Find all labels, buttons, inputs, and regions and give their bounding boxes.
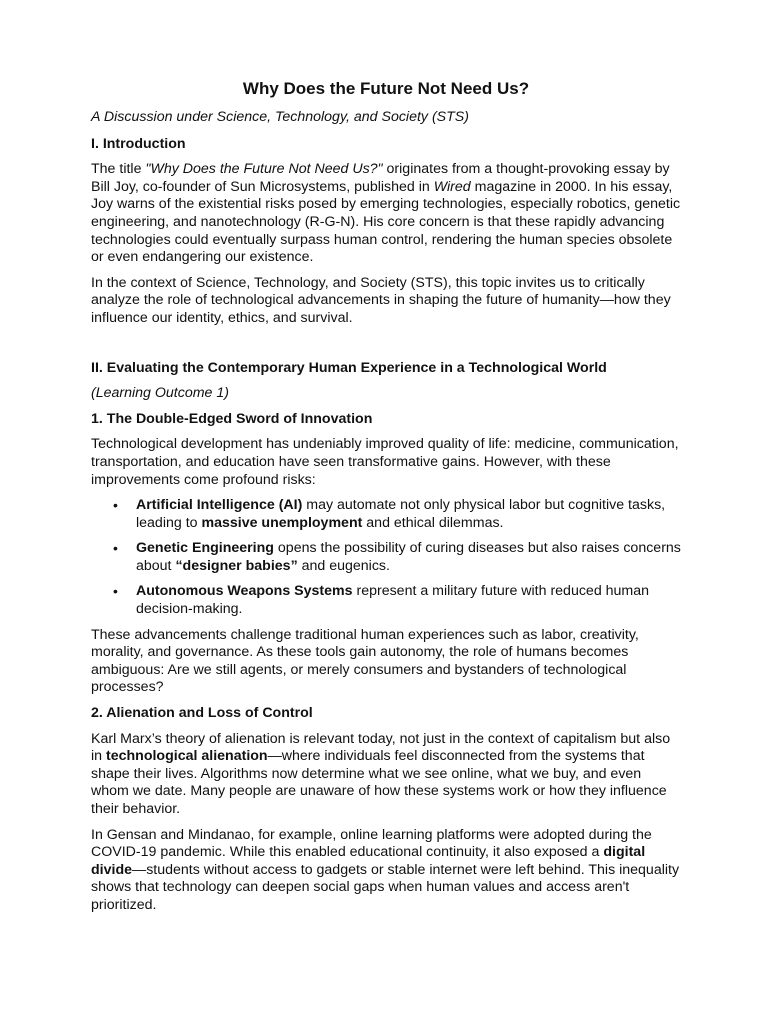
list-item: • Autonomous Weapons Systems represent a military future with reduced human decision-making. [136, 583, 681, 618]
section2-heading: II. Evaluating the Contemporary Human Experience in a Technological World [91, 359, 607, 376]
subsection1-paragraph-2: These advancements challenge traditional human experiences such as labor, creativity, morality, and governance. As these tools gain autonomy, the role of humans becomes ambiguous: Are we still agents, or merely consumers and bystanders of technological processes? [91, 626, 639, 696]
subsection2-heading: 2. Alienation and Loss of Control [91, 705, 313, 722]
document-title: Why Does the Future Not Need Us? [242, 79, 530, 98]
list-item: • Artificial Intelligence (AI) may automate not only physical labor but cognitive tasks, leading to massive unemployment and ethical dilemmas. [136, 497, 681, 532]
intro-heading: I. Introduction [91, 135, 186, 152]
risks-list [91, 497, 681, 619]
section-spacer [91, 336, 681, 360]
subsection1-heading: 1. The Double-Edged Sword of Innovation [91, 410, 373, 427]
subsection1-paragraph-1: Technological development has undeniably improved quality of life: medicine, communication, transportation, and education have seen transformative gains. However, with these improvements come profound risks: [91, 436, 679, 488]
subsection2-paragraph-1: Karl Marx’s theory of alienation is relevant today, not just in the context of capitalism but also in technological alienation—where individuals feel disconnected from the systems that shape their lives. Algorithms now determine what we see online, what we buy, and even whom we date. Many people are unaware of how these systems work or how they influence their behavior. [91, 730, 671, 817]
list-item: • Genetic Engineering opens the possibility of curing diseases but also raises concerns about “designer babies” and eugenics. [136, 540, 681, 575]
intro-paragraph-1: The title "Why Does the Future Not Need Us?" originates from a thought-provoking essay by Bill Joy, co-founder of Sun Microsystems, published in Wired magazine in 2000. In his essay, Joy warns of the existential risks posed by emerging technologies, especially robotics, genetic engineering, and nanotechnology (R-G-N). His core concern is that these rapidly advancing technologies could eventually surpass human control, rendering the human species obsolete or even endangering our existence. [91, 161, 681, 266]
subsection2-paragraph-2: In Gensan and Mindanao, for example, online learning platforms were adopted during the COVID-19 pandemic. While this enabled educational continuity, it also exposed a digital divide—students without access to gadgets or stable internet were left behind. This inequality shows that technology can deepen social gaps when human values and access aren't prioritized. [91, 826, 680, 913]
intro-paragraph-2: In the context of Science, Technology, and Society (STS), this topic invites us to critically analyze the role of technological advancements in shaping the future of humanity—how they influence our identity, ethics, and survival. [91, 274, 671, 326]
document-subtitle: A Discussion under Science, Technology, and Society (STS) [91, 109, 469, 125]
document-page [91, 79, 681, 923]
learning-outcome-label: (Learning Outcome 1) [91, 385, 230, 402]
